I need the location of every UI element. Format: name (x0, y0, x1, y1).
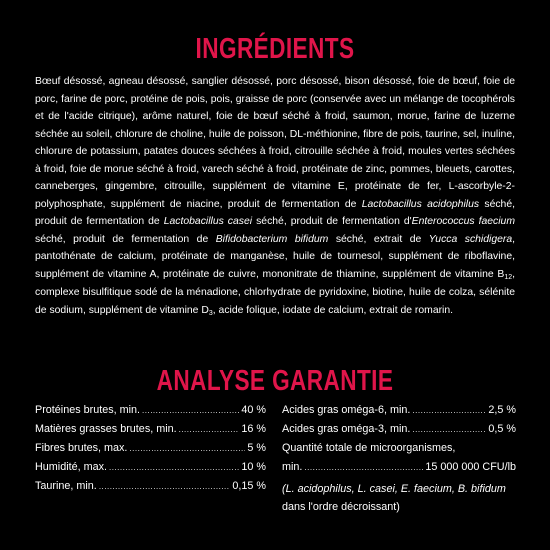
analysis-row: Fibres brutes, max. ..... 5 % (35, 442, 266, 461)
analysis-right-column (282, 404, 516, 516)
ingredients-heading: INGRÉDIENTS (195, 33, 355, 65)
microorganism-species: L. acidophilus, L. casei, E. faecium, B. bifidum (285, 483, 506, 495)
analysis-heading: ANALYSE GARANTIE (156, 365, 394, 397)
subscript: 12 (504, 273, 513, 281)
analysis-row: Quantité totale de microorganismes, (282, 442, 456, 454)
ingredient-species: Lactobacillus casei (163, 216, 253, 227)
analysis-row: Protéines brutes, min. ..... 40 % (35, 404, 266, 423)
analysis-row: Acides gras oméga-6, min. ..... 2,5 % (282, 404, 516, 423)
analysis-left-column (35, 404, 266, 499)
analysis-row: Matières grasses brutes, min. ..... 16 % (35, 423, 266, 442)
analysis-row: Taurine, min. ..... 0,15 % (35, 480, 266, 499)
microorganisms-note: (L. acidophilus, L. casei, E. faecium, B. bifidum dans l'ordre décroissant) (282, 483, 506, 513)
analysis-row: Acides gras oméga-3, min. ..... 0,5 % (282, 423, 516, 442)
ingredient-species: Lactobacillus acidophilus (361, 198, 480, 210)
subscript: 3 (208, 309, 213, 317)
ingredient-species: Bifidobacterium bifidum (215, 233, 329, 245)
analysis-row: min. ..... 15 000 000 CFU/lb (282, 461, 516, 480)
ingredient-species: Yucca schidigera (428, 233, 513, 245)
analysis-row: Humidité, max. ..... 10 % (35, 461, 266, 480)
ingredient-species: Enterococcus faecium (411, 216, 515, 227)
ingredients-text: Bœuf désossé, agneau désossé, sanglier désossé, porc désossé, bison désossé, foie de bœuf, foie de porc, farine de porc, protéine de pois, pois, graisse de porc (conservée avec un mélange de tocophérols et de l'acide citrique), arôme naturel, foie de bœuf séché à froid, saumon, morue, farine de luzerne séchée au soleil, chlorure de choline, huile de poisson, DL-méthionine, fibre de pois, taurine, sel, inuline, chlorure de potassium, patates douces séchées à froid, citrouille séchée à froid, moules vertes séchées à froid, foie de morue séché à froid, varech séché à froid, protéinate de zinc, pommes, bleuets, carottes, canneberges, gingembre, citrouille, supplément de vitamine E, protéinate de fer, L-ascorbyle-2-polyphosphate, supplément de niacine, produit de fermentation de Lactobacillus acidophilus séché, produit de fermentation de Lactobacillus casei séché, produit de fermentation d'Enterococcus faecium séché, produit de fermentation de Bifidobacterium bifidum séché, extrait de Yucca schidigera, pantothénate de calcium, protéinate de manganèse, huile de tournesol, supplément de riboflavine, supplément de vitamine A, protéinate de cuivre, mononitrate de thiamine, supplément de vitamine B12, complexe bisulfitique sodé de la ménadione, chlorhydrate de pyridoxine, biotine, huile de colza, sélénite de sodium, supplément de vitamine D3, acide folique, iodate de calcium, extrait de romarin. (35, 76, 516, 317)
